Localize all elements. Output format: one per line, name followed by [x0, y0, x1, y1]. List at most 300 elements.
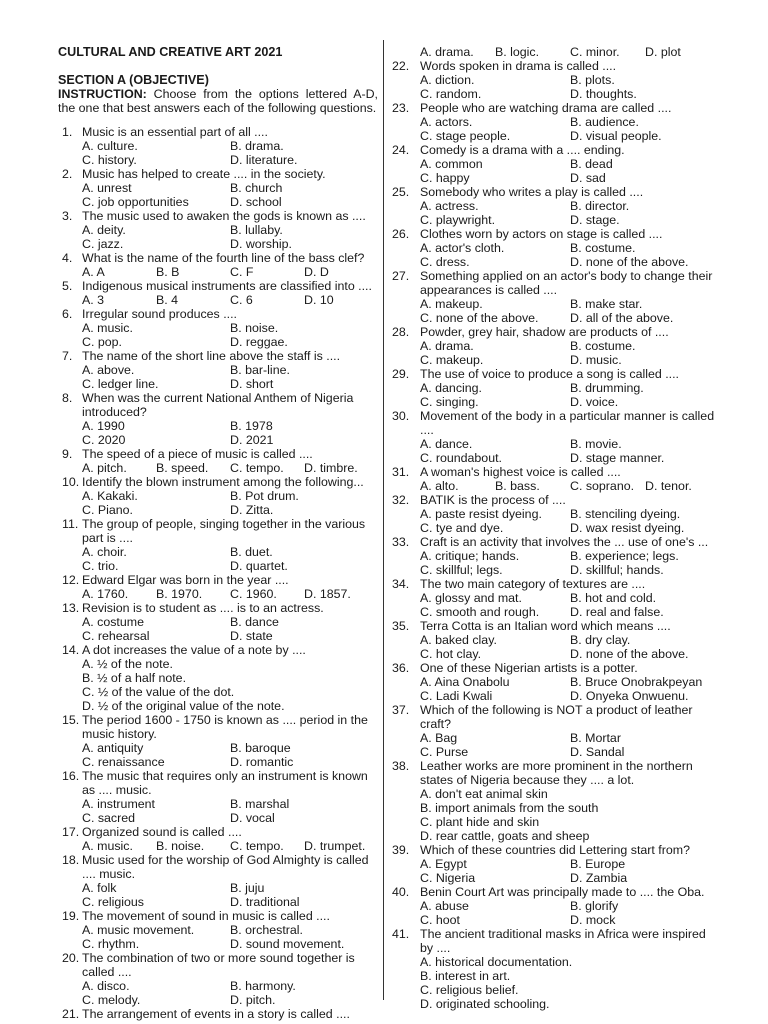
option: D. pitch. [230, 993, 276, 1007]
option: B. baroque [230, 741, 291, 755]
question-text: The arrangement of events in a story is called .... [82, 1007, 350, 1021]
option: C. hot clay. [420, 647, 482, 661]
question-text: The two main category of textures are .... [420, 577, 646, 591]
question-text: The use of voice to produce a song is called .... [420, 367, 679, 381]
option: B. dry clay. [570, 633, 631, 647]
option: A. music. [82, 321, 133, 335]
option: D. voice. [570, 395, 619, 409]
option: B. ½ of a half note. [82, 671, 187, 685]
option: C. minor. [570, 45, 620, 59]
question-item [58, 909, 378, 951]
options [82, 881, 378, 909]
option: C. renaissance [82, 755, 165, 769]
options [82, 657, 378, 713]
option: B. glorify [570, 899, 619, 913]
question-item [390, 269, 720, 325]
question-item [58, 1007, 378, 1021]
question-item [390, 703, 720, 759]
option: D. 1857. [304, 587, 351, 601]
question-item [390, 535, 720, 577]
option: C. religious [82, 895, 144, 909]
option: B. audience. [570, 115, 639, 129]
question-item [390, 101, 720, 143]
question-number: 17. [62, 825, 80, 839]
question-item [58, 307, 378, 349]
option: D. Onyeka Onwuenu. [570, 689, 689, 703]
question-text: The movement of sound in music is called .... [82, 909, 330, 923]
option: B. import animals from the south [420, 801, 599, 815]
question-item [58, 643, 378, 713]
option: A. 1990 [82, 419, 125, 433]
question-text: Movement of the body in a particular manner is called .... [420, 409, 715, 437]
options [82, 615, 378, 643]
question-text: What is the name of the fourth line of the bass clef? [82, 251, 365, 265]
options [420, 115, 720, 143]
option: A. common [420, 157, 483, 171]
options [420, 381, 720, 409]
option: D. quartet. [230, 559, 288, 573]
option: C. tye and dye. [420, 521, 504, 535]
options [420, 157, 720, 185]
question-item [390, 45, 720, 59]
question-number: 6. [62, 307, 73, 321]
question-item [58, 167, 378, 209]
option: B. director. [570, 199, 630, 213]
page-title: CULTURAL AND CREATIVE ART 2021 [58, 45, 283, 59]
option: C. Purse [420, 745, 469, 759]
option: D. skillful; hands. [570, 563, 664, 577]
option: B. dead [570, 157, 613, 171]
option: C. smooth and rough. [420, 605, 540, 619]
option: A. pitch. [82, 461, 127, 475]
question-number: 32. [392, 493, 410, 507]
options [82, 979, 378, 1007]
options [82, 923, 378, 951]
right-column [390, 45, 720, 1011]
question-text: Music used for the worship of God Almighty is called .... music. [82, 853, 369, 881]
question-text: When was the current National Anthem of Nigeria introduced? [82, 391, 354, 419]
question-number: 10. [62, 475, 80, 489]
question-text: BATIK is the process of .... [420, 493, 566, 507]
question-number: 39. [392, 843, 410, 857]
option: D. none of the above. [570, 255, 689, 269]
question-number: 21. [62, 1007, 80, 1021]
option: B. Pot drum. [230, 489, 299, 503]
option: B. bar-line. [230, 363, 290, 377]
option: D. none of the above. [570, 647, 689, 661]
option: D. Zitta. [230, 503, 274, 517]
option: A. ½ of the note. [82, 657, 173, 671]
option: A. folk [82, 881, 117, 895]
options [420, 549, 720, 577]
question-number: 24. [392, 143, 410, 157]
question-number: 41. [392, 927, 410, 941]
question-text: Terra Cotta is an Italian word which means .... [420, 619, 671, 633]
option: A. diction. [420, 73, 475, 87]
option: A. abuse [420, 899, 469, 913]
question-item [390, 325, 720, 367]
option: D. timbre. [304, 461, 358, 475]
question-item [390, 465, 720, 493]
option: B. Bruce Onobrakpeyan [570, 675, 703, 689]
question-text: Music has helped to create .... in the society. [82, 167, 326, 181]
option: A. drama. [420, 339, 474, 353]
option: D. 10 [304, 293, 334, 307]
option: C. pop. [82, 335, 122, 349]
question-number: 27. [392, 269, 410, 283]
question-number: 30. [392, 409, 410, 423]
question-number: 19. [62, 909, 80, 923]
option: A. disco. [82, 979, 130, 993]
option: A. 3 [82, 293, 105, 307]
options [420, 591, 720, 619]
option: A. dance. [420, 437, 473, 451]
question-item [390, 661, 720, 703]
option: B. make star. [570, 297, 643, 311]
option: B. church [230, 181, 283, 195]
option: A. antiquity [82, 741, 144, 755]
option: B. 1970. [156, 587, 203, 601]
question-item [58, 713, 378, 769]
option: C. religious belief. [420, 983, 519, 997]
options [82, 363, 378, 391]
question-text: The ancient traditional masks in Africa were inspired by .... [420, 927, 706, 955]
option: B. stenciling dyeing. [570, 507, 681, 521]
instruction [58, 87, 378, 115]
question-number: 18. [62, 853, 80, 867]
option: D. short [230, 377, 274, 391]
instruction-label: INSTRUCTION: [58, 87, 147, 101]
option: C. F [230, 265, 254, 279]
question-item [58, 391, 378, 447]
option: A. costume [82, 615, 144, 629]
question-item [58, 209, 378, 251]
option: D. traditional [230, 895, 300, 909]
question-item [390, 759, 720, 843]
option: C. rhythm. [82, 937, 140, 951]
question-number: 14. [62, 643, 80, 657]
options [420, 199, 720, 227]
option: D. real and false. [570, 605, 664, 619]
option: C. tempo. [230, 839, 284, 853]
question-item [58, 279, 378, 307]
question-number: 12. [62, 573, 80, 587]
question-text: Music is an essential part of all .... [82, 125, 268, 139]
option: A. music movement. [82, 923, 195, 937]
question-item [58, 825, 378, 853]
question-number: 16. [62, 769, 80, 783]
option: A. baked clay. [420, 633, 497, 647]
option: C. soprano. [570, 479, 635, 493]
options [420, 437, 720, 465]
question-number: 4. [62, 251, 73, 265]
option: A. Aina Onabolu [420, 675, 510, 689]
option: D. stage manner. [570, 451, 665, 465]
option: D. wax resist dyeing. [570, 521, 685, 535]
option: A. critique; hands. [420, 549, 520, 563]
options [82, 265, 378, 279]
question-text: Benin Court Art was principally made to .... the Oba. [420, 885, 705, 899]
option: A. Kakaki. [82, 489, 138, 503]
options [82, 461, 378, 475]
option: D. reggae. [230, 335, 288, 349]
question-text: Which of the following is NOT a product of leather craft? [420, 703, 693, 731]
option: A. actress. [420, 199, 479, 213]
option: D. sound movement. [230, 937, 345, 951]
option: B. logic. [495, 45, 540, 59]
question-text: People who are watching drama are called .... [420, 101, 672, 115]
option: B. noise. [156, 839, 205, 853]
question-number: 1. [62, 125, 73, 139]
options [420, 241, 720, 269]
question-text: Organized sound is called .... [82, 825, 242, 839]
question-number: 28. [392, 325, 410, 339]
option: A. A [82, 265, 105, 279]
question-text: Something applied on an actor's body to change their appearances is called .... [420, 269, 713, 297]
options [82, 321, 378, 349]
option: D. music. [570, 353, 622, 367]
options [420, 731, 720, 759]
question-text: Somebody who writes a play is called .... [420, 185, 644, 199]
option: A. actor's cloth. [420, 241, 505, 255]
option: B. Europe [570, 857, 626, 871]
option: D. tenor. [645, 479, 692, 493]
question-item [58, 251, 378, 279]
section-heading: SECTION A (OBJECTIVE) [58, 73, 209, 87]
option: B. speed. [156, 461, 209, 475]
question-text: The speed of a piece of music is called .... [82, 447, 313, 461]
question-item [390, 577, 720, 619]
option: C. tempo. [230, 461, 284, 475]
options [82, 797, 378, 825]
question-number: 13. [62, 601, 80, 615]
option: B. bass. [495, 479, 540, 493]
option: B. movie. [570, 437, 622, 451]
question-text: The music that requires only an instrument is known as .... music. [82, 769, 368, 797]
left-questions [58, 125, 378, 1021]
question-text: The period 1600 - 1750 is known as .... period in the music history. [82, 713, 368, 741]
option: B. B [156, 265, 180, 279]
options [420, 507, 720, 535]
option: D. Sandal [570, 745, 625, 759]
options [82, 587, 378, 601]
option: C. ½ of the value of the dot. [82, 685, 235, 699]
question-item [58, 601, 378, 643]
option: A. 1760. [82, 587, 129, 601]
options [82, 839, 378, 853]
option: A. glossy and mat. [420, 591, 522, 605]
option: A. deity. [82, 223, 126, 237]
option: B. 4 [156, 293, 179, 307]
options [420, 479, 720, 493]
question-text: One of these Nigerian artists is a potter. [420, 661, 638, 675]
option: A. actors. [420, 115, 473, 129]
question-item [58, 769, 378, 825]
options [82, 741, 378, 769]
option: C. trio. [82, 559, 119, 573]
question-item [390, 227, 720, 269]
question-text: Irregular sound produces .... [82, 307, 237, 321]
option: B. marshal [230, 797, 290, 811]
question-number: 5. [62, 279, 73, 293]
option: D. originated schooling. [420, 997, 550, 1011]
question-text: The name of the short line above the staff is .... [82, 349, 341, 363]
options [82, 223, 378, 251]
question-text: Which of these countries did Lettering start from? [420, 843, 690, 857]
question-text: Comedy is a drama with a .... ending. [420, 143, 625, 157]
option: A. alto. [420, 479, 459, 493]
question-item [390, 885, 720, 927]
instruction-text: Choose from the options lettered A-D, the one that best answers each of the following questions. [58, 87, 378, 115]
option: C. skillful; legs. [420, 563, 503, 577]
option: A. Bag [420, 731, 458, 745]
option: C. 2020 [82, 433, 126, 447]
options [420, 339, 720, 367]
option: B. juju [230, 881, 265, 895]
option: B. noise. [230, 321, 279, 335]
question-item [390, 59, 720, 101]
options [420, 633, 720, 661]
question-number: 11. [62, 517, 79, 531]
right-questions [390, 45, 720, 1011]
option: C. dress. [420, 255, 470, 269]
option: B. drumming. [570, 381, 644, 395]
question-number: 40. [392, 885, 410, 899]
question-number: 34. [392, 577, 410, 591]
options [420, 675, 720, 703]
left-column [58, 45, 378, 1021]
option: A. unrest [82, 181, 132, 195]
question-item [390, 619, 720, 661]
option: A. choir. [82, 545, 127, 559]
option: A. historical documentation. [420, 955, 573, 969]
option: D. 2021 [230, 433, 274, 447]
question-number: 7. [62, 349, 73, 363]
option: C. plant hide and skin [420, 815, 540, 829]
option: C. job opportunities [82, 195, 189, 209]
question-item [58, 125, 378, 167]
question-number: 9. [62, 447, 73, 461]
question-number: 8. [62, 391, 73, 405]
option: A. paste resist dyeing. [420, 507, 542, 521]
option: C. happy [420, 171, 470, 185]
option: C. melody. [82, 993, 141, 1007]
option: A. makeup. [420, 297, 483, 311]
option: D. vocal [230, 811, 275, 825]
options [82, 139, 378, 167]
option: B. dance [230, 615, 279, 629]
question-number: 38. [392, 759, 410, 773]
question-text: A woman's highest voice is called .... [420, 465, 621, 479]
question-text: Revision is to student as .... is to an actress. [82, 601, 324, 615]
option: D. D [304, 265, 329, 279]
option: C. 6 [230, 293, 253, 307]
column-divider [383, 40, 384, 1000]
question-number: 35. [392, 619, 410, 633]
question-text: A dot increases the value of a note by .... [82, 643, 306, 657]
option: C. history. [82, 153, 137, 167]
question-number: 31. [392, 465, 410, 479]
question-item [58, 517, 378, 573]
option: D. trumpet. [304, 839, 366, 853]
option: D. rear cattle, goats and sheep [420, 829, 590, 843]
option: D. thoughts. [570, 87, 637, 101]
option: D. school [230, 195, 282, 209]
options [420, 73, 720, 101]
question-item [58, 853, 378, 909]
question-number: 2. [62, 167, 73, 181]
option: D. ½ of the original value of the note. [82, 699, 285, 713]
option: C. hoot [420, 913, 460, 927]
options [420, 899, 720, 927]
options [82, 489, 378, 517]
option: C. makeup. [420, 353, 484, 367]
option: C. roundabout. [420, 451, 502, 465]
options [82, 545, 378, 573]
option: D. romantic [230, 755, 294, 769]
question-text: Powder, grey hair, shadow are products of .... [420, 325, 669, 339]
question-number: 20. [62, 951, 80, 965]
option: D. literature. [230, 153, 298, 167]
question-text: The combination of two or more sound together is called .... [82, 951, 355, 979]
option: D. worship. [230, 237, 292, 251]
options [420, 297, 720, 325]
option: D. plot [645, 45, 681, 59]
question-text: Edward Elgar was born in the year .... [82, 573, 289, 587]
option: A. instrument [82, 797, 155, 811]
option: B. orchestral. [230, 923, 303, 937]
options [82, 293, 378, 307]
option: B. costume. [570, 339, 636, 353]
option: C. none of the above. [420, 311, 539, 325]
options [82, 419, 378, 447]
question-item [58, 573, 378, 601]
question-item [58, 447, 378, 475]
question-item [390, 493, 720, 535]
option: B. hot and cold. [570, 591, 657, 605]
question-item [58, 951, 378, 1007]
question-item [390, 409, 720, 465]
option: B. harmony. [230, 979, 296, 993]
options [82, 181, 378, 209]
option: A. above. [82, 363, 135, 377]
question-item [58, 349, 378, 391]
question-number: 29. [392, 367, 410, 381]
question-number: 26. [392, 227, 410, 241]
option: A. don't eat animal skin [420, 787, 548, 801]
option: B. plots. [570, 73, 615, 87]
option: C. Nigeria [420, 871, 476, 885]
question-item [390, 185, 720, 227]
option: D. visual people. [570, 129, 662, 143]
option: C. rehearsal [82, 629, 150, 643]
question-number: 15. [62, 713, 80, 727]
option: D. Zambia [570, 871, 628, 885]
question-item [58, 475, 378, 517]
option: B. duet. [230, 545, 273, 559]
question-text: Identify the blown instrument among the following... [82, 475, 364, 489]
option: B. experience; legs. [570, 549, 679, 563]
question-number: 37. [392, 703, 410, 717]
question-text: The music used to awaken the gods is known as .... [82, 209, 366, 223]
question-item [390, 927, 720, 1011]
option: C. Ladi Kwali [420, 689, 493, 703]
question-number: 23. [392, 101, 410, 115]
option: C. jazz. [82, 237, 124, 251]
option: C. 1960. [230, 587, 277, 601]
question-item [390, 367, 720, 409]
option: B. costume. [570, 241, 636, 255]
